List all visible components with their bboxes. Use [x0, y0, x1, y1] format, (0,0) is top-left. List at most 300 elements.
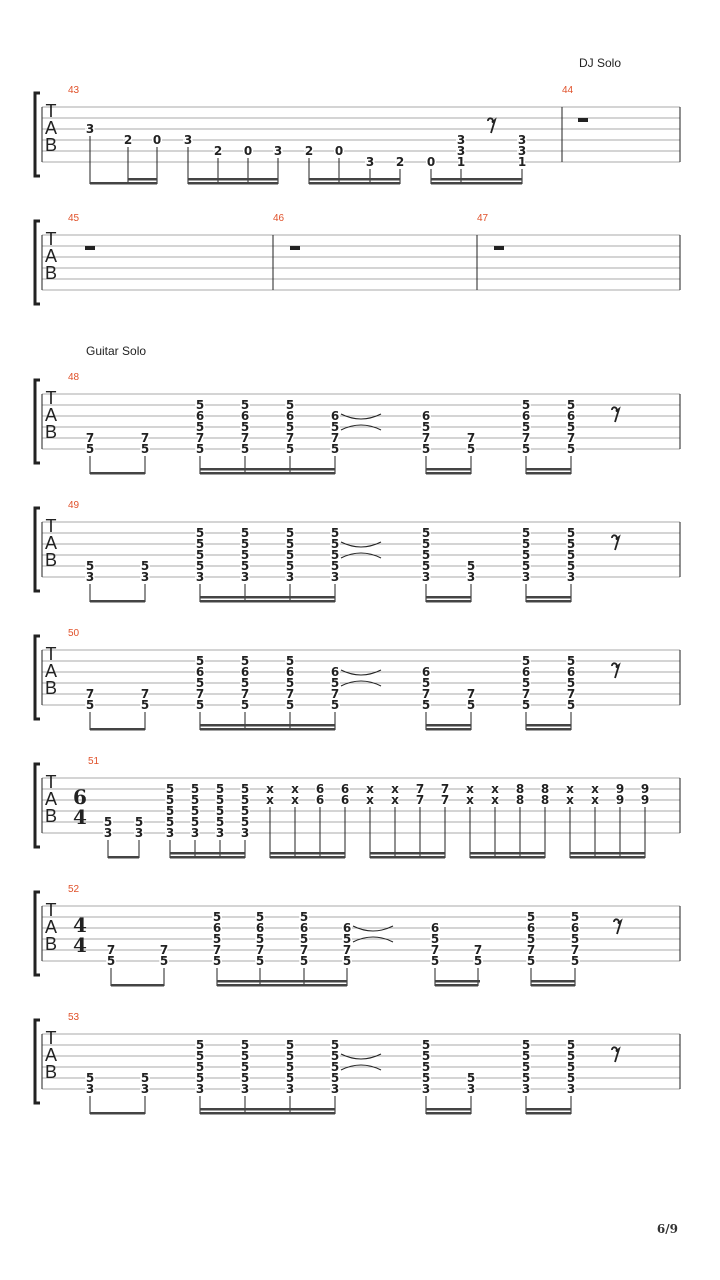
beam	[370, 852, 445, 855]
fret-number: 5	[421, 559, 431, 573]
eighth-rest	[612, 1047, 619, 1062]
beam	[431, 178, 522, 181]
fret-number: 5	[430, 932, 440, 946]
fret-number: 5	[212, 954, 222, 968]
fret-number: 3	[165, 826, 175, 840]
fret-number: 3	[215, 826, 225, 840]
system-bracket	[35, 636, 40, 719]
fret-number: 6	[195, 409, 205, 423]
time-signature-top: 4	[73, 913, 87, 937]
fret-number: 9	[615, 782, 625, 796]
fret-number: 5	[190, 782, 200, 796]
fret-number: 5	[421, 1060, 431, 1074]
beam	[470, 856, 545, 859]
fret-number: 5	[103, 815, 113, 829]
beam	[570, 856, 645, 859]
fret-number: 3	[456, 144, 466, 158]
beam	[526, 596, 571, 599]
fret-number: 5	[421, 698, 431, 712]
fret-number: 0	[243, 144, 253, 158]
fret-number: 6	[566, 665, 576, 679]
eighth-rest	[612, 535, 619, 550]
fret-number: 5	[240, 420, 250, 434]
fret-number: x	[591, 793, 599, 807]
fret-number: 5	[106, 954, 116, 968]
fret-number: 5	[85, 559, 95, 573]
fret-number: 7	[85, 431, 95, 445]
fret-number: 5	[285, 526, 295, 540]
fret-number: 6	[340, 782, 350, 796]
fret-number: 5	[421, 420, 431, 434]
fret-number: 5	[165, 782, 175, 796]
fret-number: 5	[330, 1038, 340, 1052]
fret-number: 5	[240, 526, 250, 540]
fret-number: 5	[421, 548, 431, 562]
fret-number: 6	[299, 921, 309, 935]
fret-number: 5	[330, 1071, 340, 1085]
fret-number: 5	[299, 954, 309, 968]
fret-number: 5	[285, 548, 295, 562]
fret-number: 5	[521, 1060, 531, 1074]
beam	[90, 472, 145, 475]
beam	[426, 596, 471, 599]
fret-number: 5	[521, 526, 531, 540]
fret-number: 7	[466, 431, 476, 445]
fret-number: 5	[195, 420, 205, 434]
measure-number: 43	[68, 85, 80, 96]
fret-number: 5	[165, 804, 175, 818]
fret-number: 5	[521, 548, 531, 562]
fret-number: 5	[466, 698, 476, 712]
fret-number: 5	[285, 1038, 295, 1052]
fret-number: 7	[421, 687, 431, 701]
fret-number: 5	[285, 1060, 295, 1074]
fret-number: x	[466, 793, 474, 807]
fret-number: 5	[566, 1038, 576, 1052]
fret-number: 5	[212, 932, 222, 946]
fret-number: 5	[299, 932, 309, 946]
measure-number: 45	[68, 213, 80, 224]
fret-number: 5	[85, 442, 95, 456]
fret-number: 3	[273, 144, 283, 158]
fret-number: 3	[85, 122, 95, 136]
fret-number: 2	[213, 144, 223, 158]
beam	[570, 852, 645, 855]
fret-number: 5	[521, 676, 531, 690]
fret-number: 5	[240, 1049, 250, 1063]
fret-number: x	[491, 793, 499, 807]
fret-number: 5	[299, 910, 309, 924]
beam	[370, 856, 445, 859]
fret-number: 5	[466, 442, 476, 456]
fret-number: 5	[421, 537, 431, 551]
fret-number: 5	[255, 954, 265, 968]
fret-number: x	[491, 782, 499, 796]
fret-number: 5	[195, 1049, 205, 1063]
fret-number: x	[591, 782, 599, 796]
measure-number: 46	[273, 213, 285, 224]
tab-staff-system-4	[35, 500, 680, 603]
fret-number: x	[391, 793, 399, 807]
beam	[426, 1112, 471, 1115]
fret-number: 3	[517, 144, 527, 158]
fret-number: 6	[330, 409, 340, 423]
beam	[108, 856, 139, 859]
fret-number: 5	[195, 398, 205, 412]
beam	[426, 724, 471, 727]
fret-number: 5	[566, 548, 576, 562]
beam	[200, 468, 335, 471]
tab-clef-letter-a: A	[44, 1045, 58, 1065]
tab-clef-letter-t: T	[45, 388, 57, 408]
fret-number: 7	[140, 431, 150, 445]
fret-number: 5	[430, 954, 440, 968]
eighth-rest	[612, 663, 619, 678]
fret-number: 5	[240, 1071, 250, 1085]
section-label-dj-solo: DJ Solo	[579, 56, 622, 70]
fret-number: 5	[330, 698, 340, 712]
tab-clef-letter-a: A	[44, 917, 58, 937]
tab-clef-letter-t: T	[45, 1028, 57, 1048]
fret-number: x	[291, 793, 299, 807]
page-number: 6/9	[656, 1222, 678, 1236]
fret-number: 5	[521, 398, 531, 412]
fret-number: 7	[466, 687, 476, 701]
fret-number: 3	[240, 1082, 250, 1096]
beam	[435, 980, 480, 983]
fret-number: 5	[140, 442, 150, 456]
fret-number: 5	[215, 793, 225, 807]
fret-number: x	[391, 782, 399, 796]
beam	[526, 468, 571, 471]
fret-number: 0	[426, 155, 436, 169]
fret-number: 5	[285, 676, 295, 690]
fret-number: 5	[526, 932, 536, 946]
fret-number: 6	[342, 921, 352, 935]
fret-number: 6	[212, 921, 222, 935]
fret-number: 5	[240, 793, 250, 807]
fret-number: 5	[134, 815, 144, 829]
fret-number: 7	[285, 431, 295, 445]
fret-number: 9	[615, 793, 625, 807]
fret-number: 5	[526, 910, 536, 924]
tab-clef-letter-b: B	[44, 263, 58, 283]
fret-number: 7	[473, 943, 483, 957]
fret-number: 5	[330, 526, 340, 540]
tab-staff-system-7	[35, 884, 680, 987]
fret-number: 7	[255, 943, 265, 957]
fret-number: 7	[440, 793, 450, 807]
fret-number: 3	[566, 1082, 576, 1096]
fret-number: 5	[421, 442, 431, 456]
fret-number: 9	[640, 793, 650, 807]
whole-rest	[494, 246, 504, 250]
fret-number: 5	[421, 1038, 431, 1052]
fret-number: 7	[106, 943, 116, 957]
fret-number: 7	[342, 943, 352, 957]
fret-number: 5	[165, 793, 175, 807]
beam	[470, 852, 545, 855]
measure-number: 47	[477, 213, 489, 224]
fret-number: 5	[570, 932, 580, 946]
measure-number: 53	[68, 1012, 80, 1023]
fret-number: 6	[421, 665, 431, 679]
fret-number: 1	[517, 155, 527, 169]
eighth-rest	[612, 407, 619, 422]
fret-number: 7	[421, 431, 431, 445]
fret-number: 5	[285, 420, 295, 434]
whole-rest	[290, 246, 300, 250]
beam	[90, 182, 157, 185]
fret-number: 6	[195, 665, 205, 679]
fret-number: 3	[285, 1082, 295, 1096]
fret-number: 5	[195, 526, 205, 540]
fret-number: 3	[466, 570, 476, 584]
system-bracket	[35, 221, 40, 304]
beam	[270, 852, 345, 855]
fret-number: 7	[521, 687, 531, 701]
fret-number: 5	[255, 910, 265, 924]
fret-number: 6	[340, 793, 350, 807]
fret-number: 5	[521, 698, 531, 712]
fret-number: 0	[152, 133, 162, 147]
beam	[426, 468, 471, 471]
tab-clef-letter-a: A	[44, 118, 58, 138]
eighth-rest	[488, 118, 495, 133]
fret-number: 3	[285, 570, 295, 584]
fret-number: 5	[215, 804, 225, 818]
fret-number: 5	[215, 782, 225, 796]
fret-number: 5	[285, 398, 295, 412]
fret-number: 5	[521, 654, 531, 668]
fret-number: 2	[395, 155, 405, 169]
whole-rest	[578, 118, 588, 122]
fret-number: 5	[140, 1071, 150, 1085]
fret-number: 3	[466, 1082, 476, 1096]
fret-number: x	[566, 782, 574, 796]
beam	[435, 984, 478, 987]
fret-number: 5	[342, 954, 352, 968]
beam	[531, 984, 575, 987]
fret-number: 5	[330, 548, 340, 562]
tab-staff-system-8	[35, 1012, 680, 1115]
fret-number: 3	[330, 1082, 340, 1096]
fret-number: 7	[330, 687, 340, 701]
fret-number: 5	[190, 815, 200, 829]
fret-number: 5	[285, 559, 295, 573]
fret-number: 5	[570, 954, 580, 968]
time-signature-bottom: 4	[73, 933, 87, 957]
measure-number: 49	[68, 500, 80, 511]
fret-number: 6	[521, 409, 531, 423]
beam	[426, 728, 471, 731]
fret-number: 5	[566, 537, 576, 551]
tab-clef-letter-b: B	[44, 678, 58, 698]
fret-number: 7	[526, 943, 536, 957]
fret-number: 5	[330, 442, 340, 456]
fret-number: 6	[430, 921, 440, 935]
beam	[170, 856, 245, 859]
tab-staff-system-3	[35, 372, 680, 475]
beam	[270, 856, 345, 859]
fret-number: 6	[421, 409, 431, 423]
fret-number: 5	[566, 559, 576, 573]
tab-clef-letter-a: A	[44, 789, 58, 809]
fret-number: 7	[240, 431, 250, 445]
fret-number: 5	[195, 1038, 205, 1052]
tab-clef-letter-t: T	[45, 101, 57, 121]
fret-number: 5	[85, 698, 95, 712]
fret-number: 5	[466, 1071, 476, 1085]
fret-number: 5	[159, 954, 169, 968]
system-bracket	[35, 508, 40, 591]
fret-number: 5	[330, 559, 340, 573]
fret-number: 5	[526, 954, 536, 968]
fret-number: 3	[85, 1082, 95, 1096]
fret-number: 5	[240, 442, 250, 456]
fret-number: 8	[540, 793, 550, 807]
section-label-guitar-solo: Guitar Solo	[86, 344, 147, 358]
fret-number: x	[266, 793, 274, 807]
beam	[309, 178, 400, 181]
fret-number: 5	[195, 548, 205, 562]
beam	[90, 600, 145, 603]
fret-number: 3	[517, 133, 527, 147]
fret-number: 5	[215, 815, 225, 829]
fret-number: 5	[190, 804, 200, 818]
fret-number: 7	[521, 431, 531, 445]
system-bracket	[35, 93, 40, 176]
system-bracket	[35, 764, 40, 847]
fret-number: 5	[566, 420, 576, 434]
fret-number: 1	[456, 155, 466, 169]
tab-clef-letter-a: A	[44, 405, 58, 425]
fret-number: 5	[473, 954, 483, 968]
tab-clef-letter-t: T	[45, 772, 57, 792]
fret-number: 5	[521, 420, 531, 434]
measure-number: 51	[88, 756, 100, 767]
fret-number: 5	[521, 442, 531, 456]
fret-number: 5	[285, 698, 295, 712]
fret-number: 3	[140, 1082, 150, 1096]
fret-number: 6	[285, 665, 295, 679]
fret-number: 7	[299, 943, 309, 957]
fret-number: 5	[195, 654, 205, 668]
beam	[90, 728, 145, 731]
fret-number: 5	[190, 793, 200, 807]
fret-number: 5	[521, 559, 531, 573]
fret-number: 6	[285, 409, 295, 423]
fret-number: 5	[285, 442, 295, 456]
fret-number: 5	[140, 698, 150, 712]
fret-number: 5	[85, 1071, 95, 1085]
fret-number: 7	[430, 943, 440, 957]
fret-number: 5	[566, 1071, 576, 1085]
fret-number: 5	[140, 559, 150, 573]
system-bracket	[35, 380, 40, 463]
fret-number: 5	[195, 537, 205, 551]
fret-number: 0	[334, 144, 344, 158]
whole-rest	[85, 246, 95, 250]
fret-number: 5	[421, 1049, 431, 1063]
fret-number: 5	[330, 420, 340, 434]
fret-number: 5	[570, 910, 580, 924]
tab-staff-system-2	[35, 213, 680, 304]
tab-clef-letter-b: B	[44, 422, 58, 442]
tab-clef-letter-a: A	[44, 533, 58, 553]
fret-number: 5	[195, 559, 205, 573]
fret-number: 5	[566, 442, 576, 456]
time-signature-bottom: 4	[73, 805, 87, 829]
fret-number: 5	[466, 559, 476, 573]
fret-number: 3	[190, 826, 200, 840]
fret-number: 5	[240, 548, 250, 562]
fret-number: 7	[159, 943, 169, 957]
fret-number: 6	[315, 782, 325, 796]
fret-number: 5	[566, 398, 576, 412]
beam	[309, 182, 400, 185]
fret-number: 3	[456, 133, 466, 147]
beam	[200, 596, 335, 599]
fret-number: 5	[330, 676, 340, 690]
beam	[217, 980, 347, 983]
system-bracket	[35, 892, 40, 975]
fret-number: 7	[415, 793, 425, 807]
fret-number: 5	[285, 654, 295, 668]
fret-number: 6	[566, 409, 576, 423]
beam	[200, 600, 335, 603]
fret-number: 5	[521, 1049, 531, 1063]
fret-number: 6	[526, 921, 536, 935]
fret-number: 3	[330, 570, 340, 584]
fret-number: 5	[240, 815, 250, 829]
beam	[526, 472, 571, 475]
fret-number: 5	[421, 1071, 431, 1085]
fret-number: 5	[566, 1060, 576, 1074]
tab-clef-letter-b: B	[44, 135, 58, 155]
fret-number: 6	[521, 665, 531, 679]
fret-number: 7	[330, 431, 340, 445]
fret-number: 7	[566, 431, 576, 445]
fret-number: 3	[195, 570, 205, 584]
fret-number: 3	[134, 826, 144, 840]
beam	[526, 728, 571, 731]
beam	[170, 852, 245, 855]
fret-number: x	[566, 793, 574, 807]
fret-number: 5	[240, 398, 250, 412]
fret-number: 5	[255, 932, 265, 946]
fret-number: 3	[365, 155, 375, 169]
fret-number: 3	[521, 1082, 531, 1096]
fret-number: 5	[195, 1071, 205, 1085]
beam	[200, 1112, 335, 1115]
fret-number: 2	[123, 133, 133, 147]
tab-clef-letter-b: B	[44, 550, 58, 570]
fret-number: 7	[240, 687, 250, 701]
fret-number: 3	[195, 1082, 205, 1096]
fret-number: 5	[195, 442, 205, 456]
tab-clef-letter-a: A	[44, 246, 58, 266]
system-bracket	[35, 1020, 40, 1103]
fret-number: 5	[240, 676, 250, 690]
fret-number: x	[366, 782, 374, 796]
measure-number: 48	[68, 372, 80, 383]
fret-number: 3	[183, 133, 193, 147]
beam	[531, 980, 575, 983]
fret-number: 9	[640, 782, 650, 796]
beam	[200, 1108, 335, 1111]
fret-number: 3	[85, 570, 95, 584]
